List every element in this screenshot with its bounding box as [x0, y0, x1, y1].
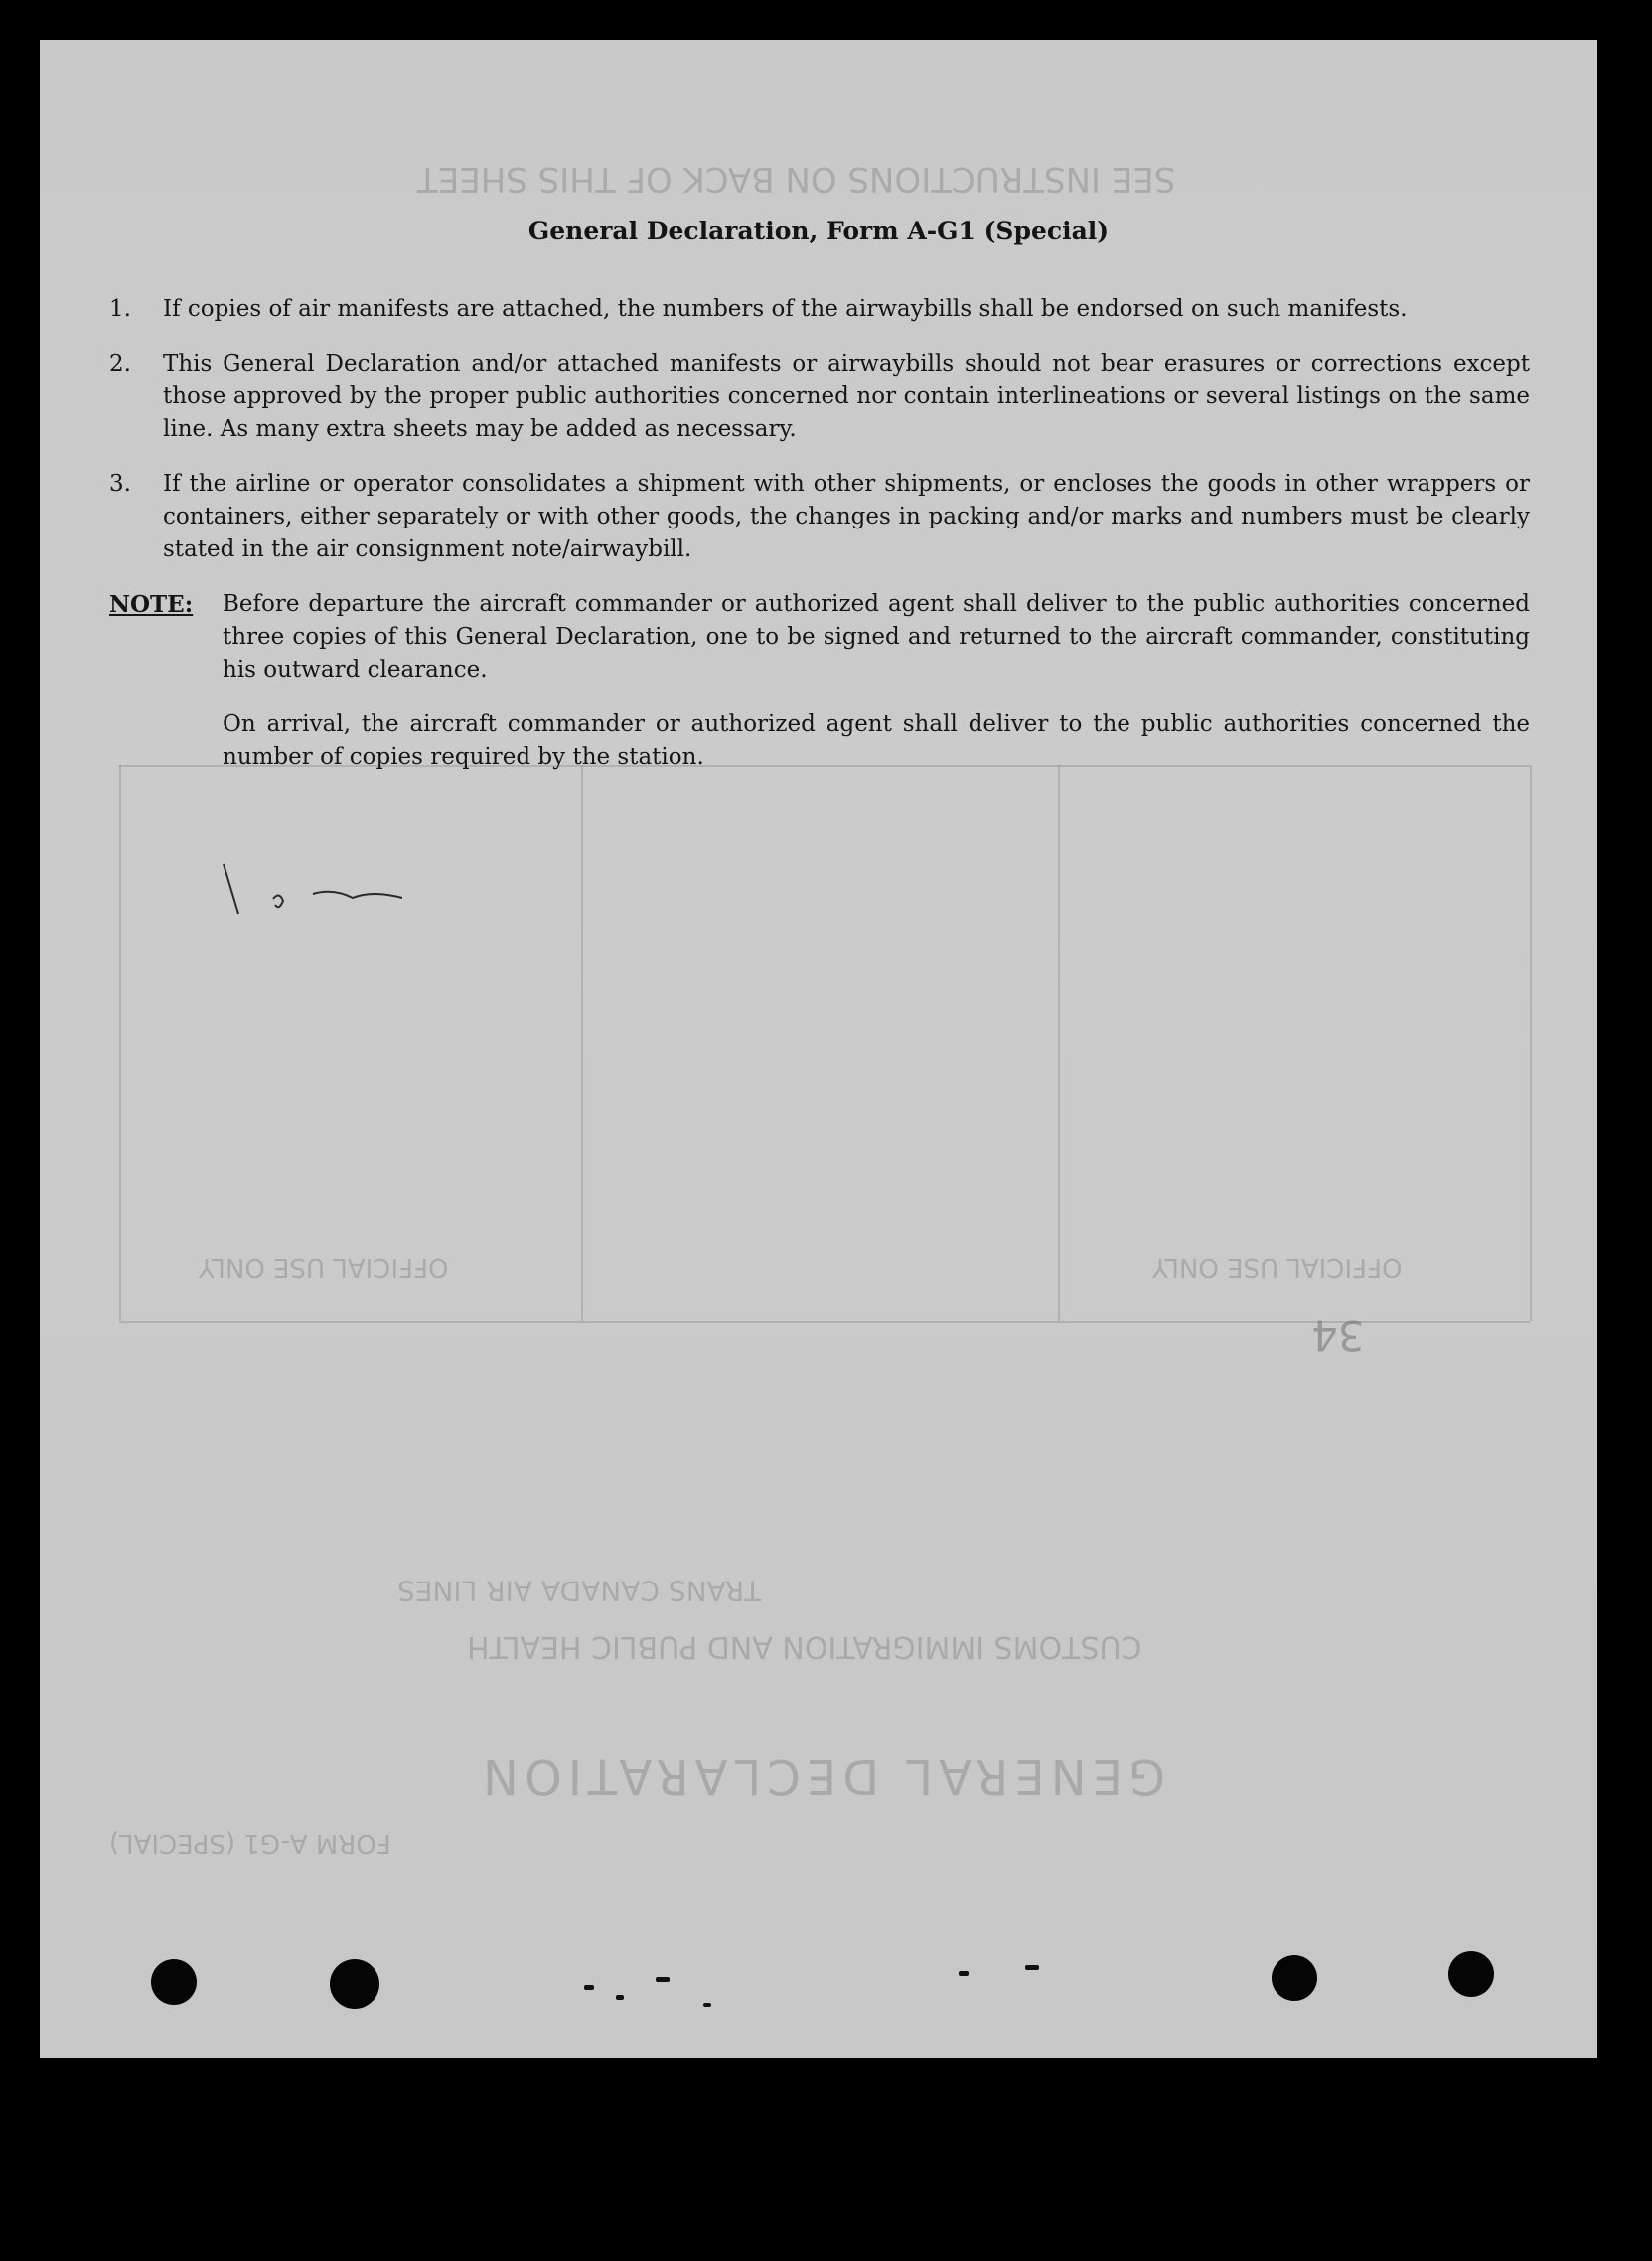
speck	[959, 1971, 969, 1976]
show-through-text: 34	[1311, 1311, 1365, 1360]
show-through-text: OFFICIAL USE ONLY	[199, 1252, 449, 1281]
item-number: 3.	[109, 471, 131, 497]
note-body	[223, 588, 1530, 796]
punch-hole	[1448, 1951, 1494, 1997]
show-through-text: SEE INSTRUCTIONS ON BACK OF THIS SHEET	[417, 159, 1176, 199]
instruction-list	[109, 293, 1530, 796]
note-label: NOTE:	[109, 591, 194, 618]
punch-hole	[1272, 1955, 1317, 2001]
show-through-text: FORM A-G1 (SPECIAL)	[109, 1828, 391, 1858]
punch-hole	[330, 1959, 379, 2009]
note-section	[109, 588, 1530, 796]
speck	[656, 1977, 670, 1982]
note-paragraph: On arrival, the aircraft commander or authorized agent shall deliver to the public authorities concerned the number of copies required by the station.	[223, 711, 1530, 770]
show-through-rule	[119, 765, 121, 1321]
speck	[1025, 1965, 1039, 1970]
list-item	[109, 348, 1530, 446]
show-through-rule	[119, 1321, 1530, 1323]
show-through-rule	[581, 765, 583, 1321]
speck	[703, 2003, 711, 2007]
item-text: If copies of air manifests are attached, the numbers of the airwaybills shall be endorsed on such manifests.	[163, 296, 1408, 322]
speck	[584, 1985, 594, 1990]
show-through-text: TRANS CANADA AIR LINES	[397, 1575, 762, 1607]
show-through-text: OFFICIAL USE ONLY	[1152, 1252, 1403, 1281]
list-item	[109, 468, 1530, 566]
show-through-text: CUSTOMS IMMIGRATION AND PUBLIC HEALTH	[467, 1629, 1142, 1664]
pencil-scribble	[214, 844, 452, 964]
item-text: This General Declaration and/or attached manifests or airwaybills should not bear erasures or corrections except those approved by the proper public authorities concerned nor contain interlineations or several listings on the same line. As many extra sheets may be added as necessary.	[163, 351, 1530, 442]
note-paragraph: Before departure the aircraft commander or authorized agent shall deliver to the public authorities concerned three copies of this General Declaration, one to be signed and returned to the aircraft commander, constituting his outward clearance.	[223, 591, 1530, 682]
document-page	[40, 40, 1597, 2058]
list-item	[109, 293, 1530, 326]
show-through-text: GENERAL DECLARATION	[477, 1748, 1166, 1804]
item-number: 2.	[109, 351, 131, 377]
item-text: If the airline or operator consolidates a shipment with other shipments, or encloses the goods in other wrappers or containers, either separately or with other goods, the changes in packing and/or marks and numbers must be clearly stated in the air consignment note/airwaybill.	[163, 471, 1530, 562]
show-through-rule	[1530, 765, 1532, 1321]
page-title: General Declaration, Form A-G1 (Special)	[527, 217, 1110, 245]
show-through-rule	[1058, 765, 1060, 1321]
speck	[616, 1995, 624, 2000]
item-number: 1.	[109, 296, 131, 322]
punch-hole	[151, 1959, 197, 2005]
